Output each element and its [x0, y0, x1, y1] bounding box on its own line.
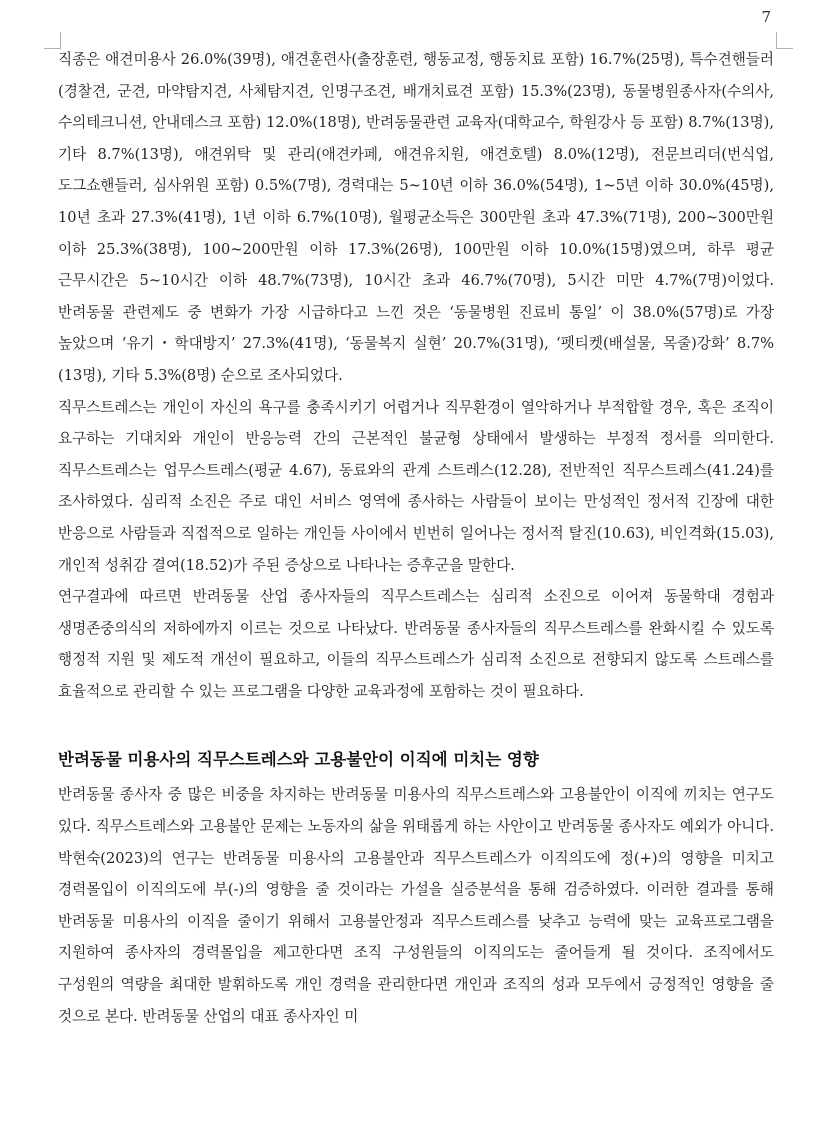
paragraph-research-findings: 연구결과에 따르면 반려동물 산업 종사자들의 직무스트레스는 심리적 소진으로 이어져 동물학대 경험과 생명존중의식의 저하에까지 이르는 것으로 나타났다. 반려동물 종사자들의 직무스트레스를 완화시킬 수 있도록 행정적 지원 및 제도적 개선이 필요하고, 이들의 직무스트레스가 심리적 소진으로 전향되지 않도록 스트레스를 효율적으로 관리할 수 있는 프로그램을 다양한 교육과정에 포함하는 것이 필요하다. [58, 588, 774, 700]
page-number: 7 [761, 8, 771, 26]
document-body [58, 44, 774, 1032]
paragraph-groomer-turnover: 반려동물 종사자 중 많은 비중을 차지하는 반려동물 미용사의 직무스트레스와 고용불안이 이직에 끼치는 연구도 있다. 직무스트레스와 고용불안 문제는 노동자의 삶을 위태롭게 하는 사안이고 반려동물 종사자도 예외가 아니다. 박현숙(2023)의 연구는 반려동물 미용사의 고용불안과 직무스트레스가 이직의도에 정(+)의 영향을 미치고 경력몰입이 이직의도에 부(-)의 영향을 줄 것이라는 가설을 실증분석을 통해 검증하였다. 이러한 결과를 통해 반려동물 미용사의 이직을 줄이기 위해서 고용불안정과 직무스트레스를 낮추고 능력에 맞는 교육프로그램을 지원하여 종사자의 경력몰입을 제고한다면 조직 구성원들의 이직의도는 줄어들게 될 것이다. 조직에서도 구성원의 역량을 최대한 발휘하도록 개인 경력을 관리한다면 개인과 조직의 성과 모두에서 긍정적인 영향을 줄 것으로 본다. 반려동물 산업의 대표 종사자인 미 [58, 786, 774, 1025]
paragraph-job-stress-definition: 직무스트레스는 개인이 자신의 욕구를 충족시키기 어렵거나 직무환경이 열악하거나 부적합할 경우, 혹은 조직이 요구하는 기대치와 개인이 반응능력 간의 근본적인 불균형 상태에서 발생하는 부정적 정서를 의미한다. 직무스트레스는 업무스트레스(평균 4.67), 동료와의 관계 스트레스(12.28), 전반적인 직무스트레스(41.24)를 조사하였다. 심리적 소진은 주로 대인 서비스 영역에 종사하는 사람들이 보이는 만성적인 정서적 긴장에 대한 반응으로 사람들과 직접적으로 일하는 개인들 사이에서 빈번히 일어나는 정서적 탈진(10.63), 비인격화(15.03), 개인적 성취감 결여(18.52)가 주된 증상으로 나타나는 증후군을 말한다. [58, 398, 774, 574]
section-heading: 반려동물 미용사의 직무스트레스와 고용불안이 이직에 미치는 영향 [58, 750, 539, 770]
section-spacer [58, 707, 774, 745]
paragraph-respondent-profile: 직종은 애견미용사 26.0%(39명), 애견훈련사(출장훈련, 행동교정, 행동치료 포함) 16.7%(25명), 특수견핸들러(경찰견, 군견, 마약탐지견, 사체탐지견, 인명구조견, 배개치료견 포함) 15.3%(23명), 동물병원종사자(수의사, 수의테크니션, 안내데스크 포함) 12.0%(18명), 반려동물관련 교육자(대학교수, 학원강사 등 포함) 8.7%(13명), 기타 8.7%(13명), 애견위탁 및 관리(애견카페, 애견유치원, 애견호텔) 8.0%(12명), 전문브리더(번식업, 도그쇼핸들러, 심사위원 포함) 0.5%(7명), 경력대는 5~10년 이하 36.0%(54명), 1~5년 이하 30.0%(45명), 10년 초과 27.3%(41명), 1년 이하 6.7%(10명), 월평균소득은 300만원 초과 47.3%(71명), 200~300만원 이하 25.3%(38명), 100~200만원 이하 17.3%(26명), 100만원 이하 10.0%(15명)였으며, 하루 평균 근무시간은 5~10시간 이하 48.7%(73명), 10시간 초과 46.7%(70명), 5시간 미만 4.7%(7명)이었다. 반려동물 관련제도 중 변화가 가장 시급하다고 느낀 것은 ‘동물병원 진료비 통일’ 이 38.0%(57명)로 가장 높았으며 ‘유기・학대방지’ 27.3%(41명), ‘동물복지 실현’ 20.7%(31명), ‘펫티켓(배설물, 목줄)강화’ 8.7%(13명), 기타 5.3%(8명) 순으로 조사되었다. [58, 51, 774, 384]
margin-corner-marker-right [776, 32, 793, 49]
